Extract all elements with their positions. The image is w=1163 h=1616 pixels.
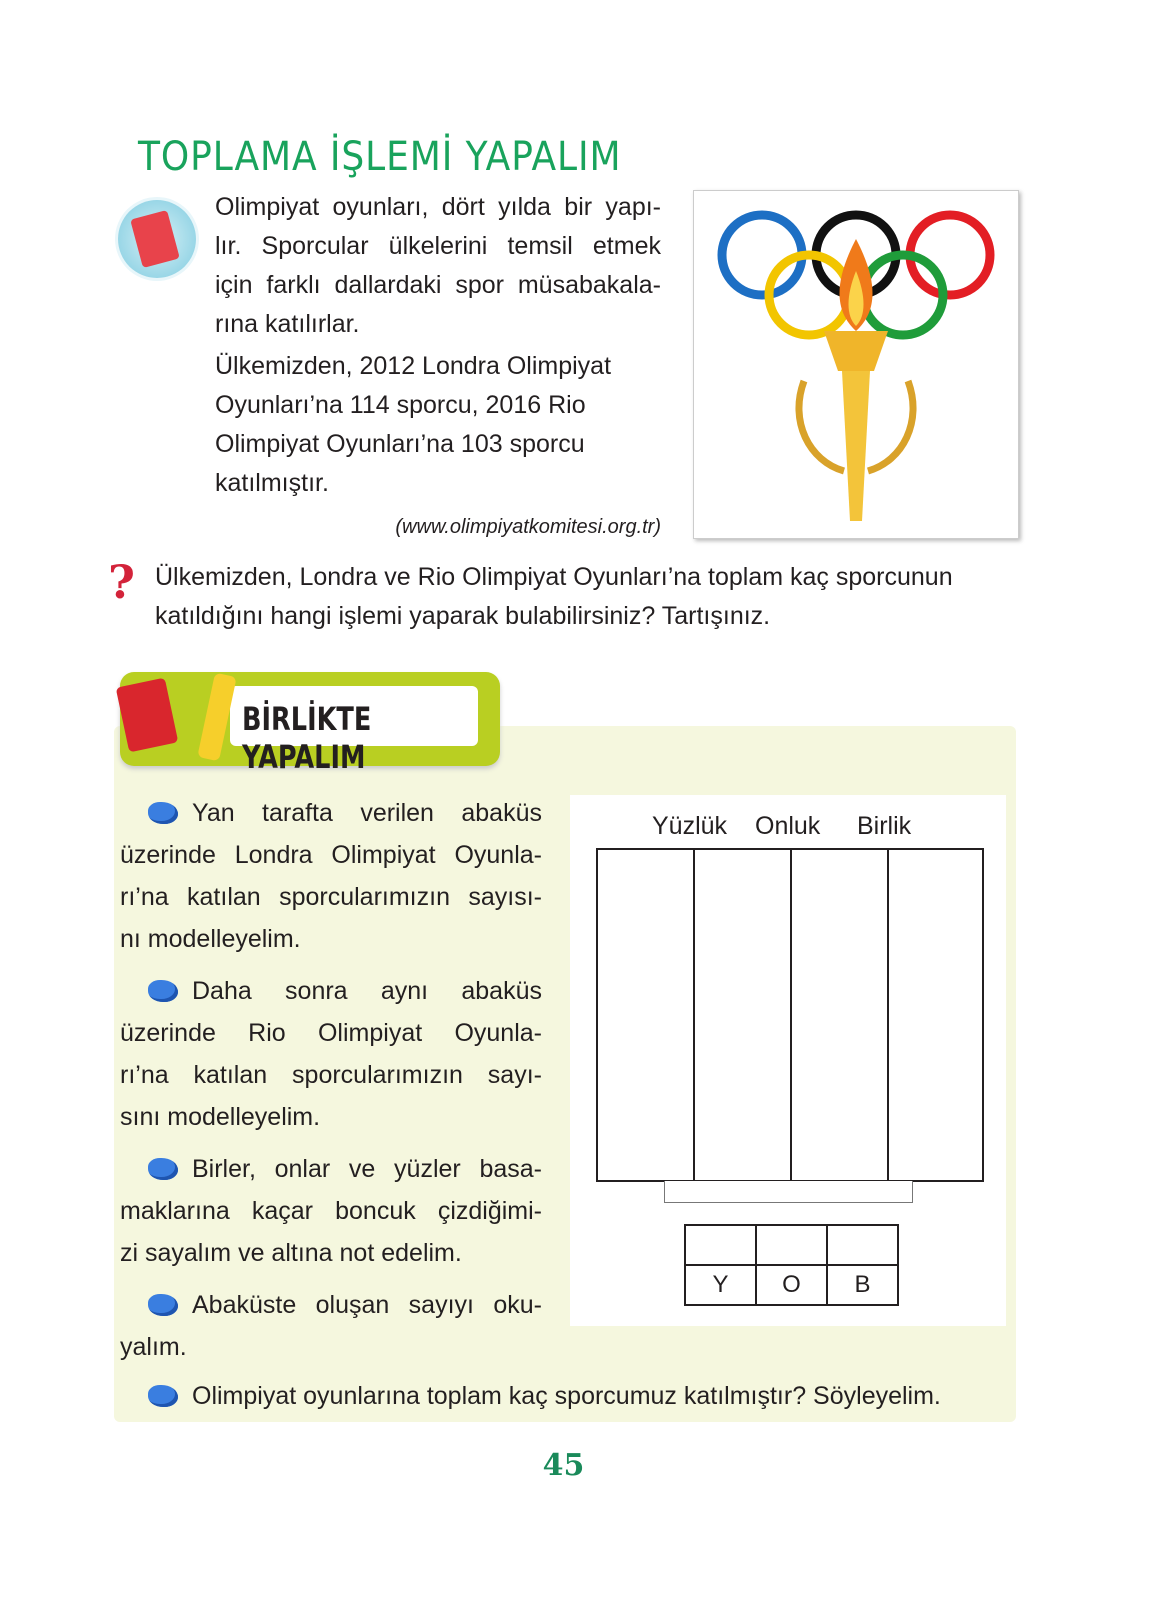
text-line: katıldığını hangi işlemi yaparak bulabilirsiniz? Tartışınız.: [155, 602, 771, 630]
question-text: [155, 558, 953, 636]
text-line: Ülkemizden, Londra ve Rio Olimpiyat Oyunları’na toplam kaç sporcunun: [155, 563, 953, 591]
abacus-base: [664, 1181, 913, 1203]
olympic-torch-image: [693, 190, 1019, 539]
header-onluk: Onluk: [755, 812, 821, 840]
page-number: 45: [542, 1448, 585, 1483]
text-line: Oyunları’na 114 sporcu, 2016 Rio: [215, 391, 586, 419]
intro-paragraph-2: [215, 347, 661, 503]
bullet-icon: [148, 1158, 178, 1180]
book-mascot-icon: [118, 200, 196, 278]
abacus-rod-column[interactable]: [596, 848, 695, 1182]
intro-paragraph-1: [215, 188, 661, 344]
bullet-item: Yan tarafta verilen abaküs üzerinde Londra Olimpiyat Oyunla- rı’na katılan sporcularımızın sayısı- nı modelleyelim.: [120, 799, 542, 953]
text-line: rına katılırlar.: [215, 310, 360, 338]
bullet-icon: [148, 1294, 178, 1316]
answer-cell-y[interactable]: [685, 1225, 756, 1265]
bullet-item: Abaküste oluşan sayıyı oku- yalım.: [120, 1291, 542, 1361]
header-birlik: Birlik: [857, 812, 912, 840]
abacus-rod-birlik[interactable]: [887, 848, 984, 1182]
text-line: lır. Sporcular ülkelerini temsil etmek: [215, 232, 661, 260]
banner-title: BİRLİKTE YAPALIM: [242, 700, 372, 776]
bullet-list: [120, 792, 542, 1368]
text-line: Olimpiyat oyunları, dört yılda bir yapı-: [215, 193, 661, 221]
page-title: TOPLAMA İŞLEMİ YAPALIM: [138, 134, 622, 180]
source-citation: (www.olimpiyatkomitesi.org.tr): [395, 516, 661, 538]
book-mascot-icon: [116, 678, 179, 753]
text-line: Olimpiyat Oyunları’na 103 sporcu: [215, 430, 585, 458]
bullet-item: Daha sonra aynı abaküs üzerinde Rio Olimpiyat Oyunla- rı’na katılan sporcularımızın sayı- sını modelleyelim.: [120, 977, 542, 1131]
label-b: B: [827, 1265, 898, 1305]
text-line: için farklı dallardaki spor müsabakala-: [215, 271, 661, 299]
question-mark-icon: ?: [108, 555, 135, 609]
text-line: katılmıştır.: [215, 469, 329, 497]
label-y: Y: [685, 1265, 756, 1305]
bullet-item: Birler, onlar ve yüzler basa- maklarına kaçar boncuk çizdiğimi- zi sayalım ve altına not edelim.: [120, 1155, 542, 1267]
text-line: Ülkemizden, 2012 Londra Olimpiyat: [215, 352, 612, 380]
bullet-icon: [148, 1385, 178, 1407]
final-bullet: Olimpiyat oyunlarına toplam kaç sporcumuz katılmıştır? Söyleyelim.: [148, 1382, 941, 1411]
abacus-rod-onluk[interactable]: [790, 848, 889, 1182]
bullet-icon: [148, 980, 178, 1002]
answer-cell-o[interactable]: [756, 1225, 827, 1265]
place-value-table: [684, 1224, 899, 1306]
abacus-rod-yuzluk[interactable]: [693, 848, 792, 1182]
header-yuzluk: Yüzlük: [652, 812, 728, 840]
bullet-icon: [148, 802, 178, 824]
answer-cell-b[interactable]: [827, 1225, 898, 1265]
birlikte-yapalim-banner: [120, 672, 500, 776]
label-o: O: [756, 1265, 827, 1305]
